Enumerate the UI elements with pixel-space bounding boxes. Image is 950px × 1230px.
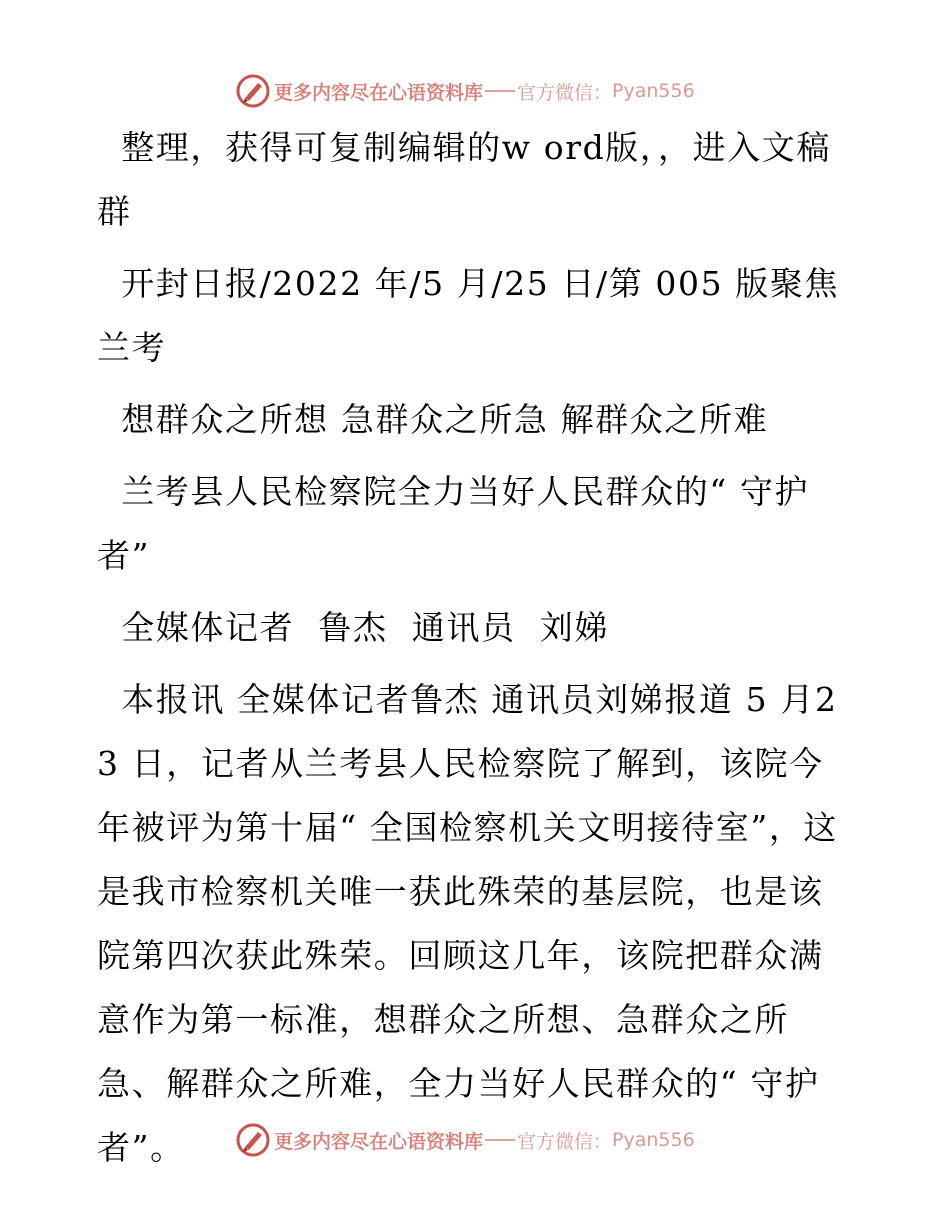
- watermark-dash: [485, 1139, 515, 1141]
- paragraph-source: 开封日报/2022 年/5 月/25 日/第 005 版聚焦兰考: [97, 264, 840, 367]
- paragraph-subheadline: 兰考县人民检察院全力当好人民群众的“ 守护者”: [97, 472, 810, 575]
- paragraph-body: 本报讯 全媒体记者鲁杰 通讯员刘娣报道 5 月23 日，记者从兰考县人民检察院了解到，该院今年被评为第十届“ 全国检察机关文明接待室”，这是我市检察机关唯一获此殊荣的基层院，也是该院第四次获此殊荣。回顾这几年，该院把群众满意作为第一标准，想群众之所想、急群众之所急、解群众之所难，全力当好人民群众的“ 守护者”。: [97, 680, 839, 1167]
- watermark-footer: [236, 1120, 716, 1160]
- watermark-sub-text: 官方微信：: [517, 81, 613, 104]
- pen-logo-icon: [236, 74, 270, 108]
- paragraph-intro: 整理，获得可复制编辑的w ord版，，进入文稿群: [97, 128, 831, 231]
- pen-logo-icon: [236, 1123, 270, 1157]
- watermark-dash: [485, 90, 515, 92]
- watermark-id-text: Pyan556: [612, 80, 695, 102]
- paragraph-byline: 全媒体记者 鲁杰 通讯员 刘娣: [97, 608, 609, 647]
- watermark-brand-text: 更多内容尽在心语资料库: [274, 1130, 484, 1153]
- paragraph-headline: 想群众之所想 急群众之所急 解群众之所难: [97, 400, 769, 439]
- document-body: [97, 116, 857, 1180]
- watermark-sub-text: 官方微信：: [517, 1130, 613, 1153]
- watermark-id-text: Pyan556: [612, 1129, 695, 1151]
- watermark-brand-text: 更多内容尽在心语资料库: [274, 81, 484, 104]
- watermark-header: [236, 71, 716, 111]
